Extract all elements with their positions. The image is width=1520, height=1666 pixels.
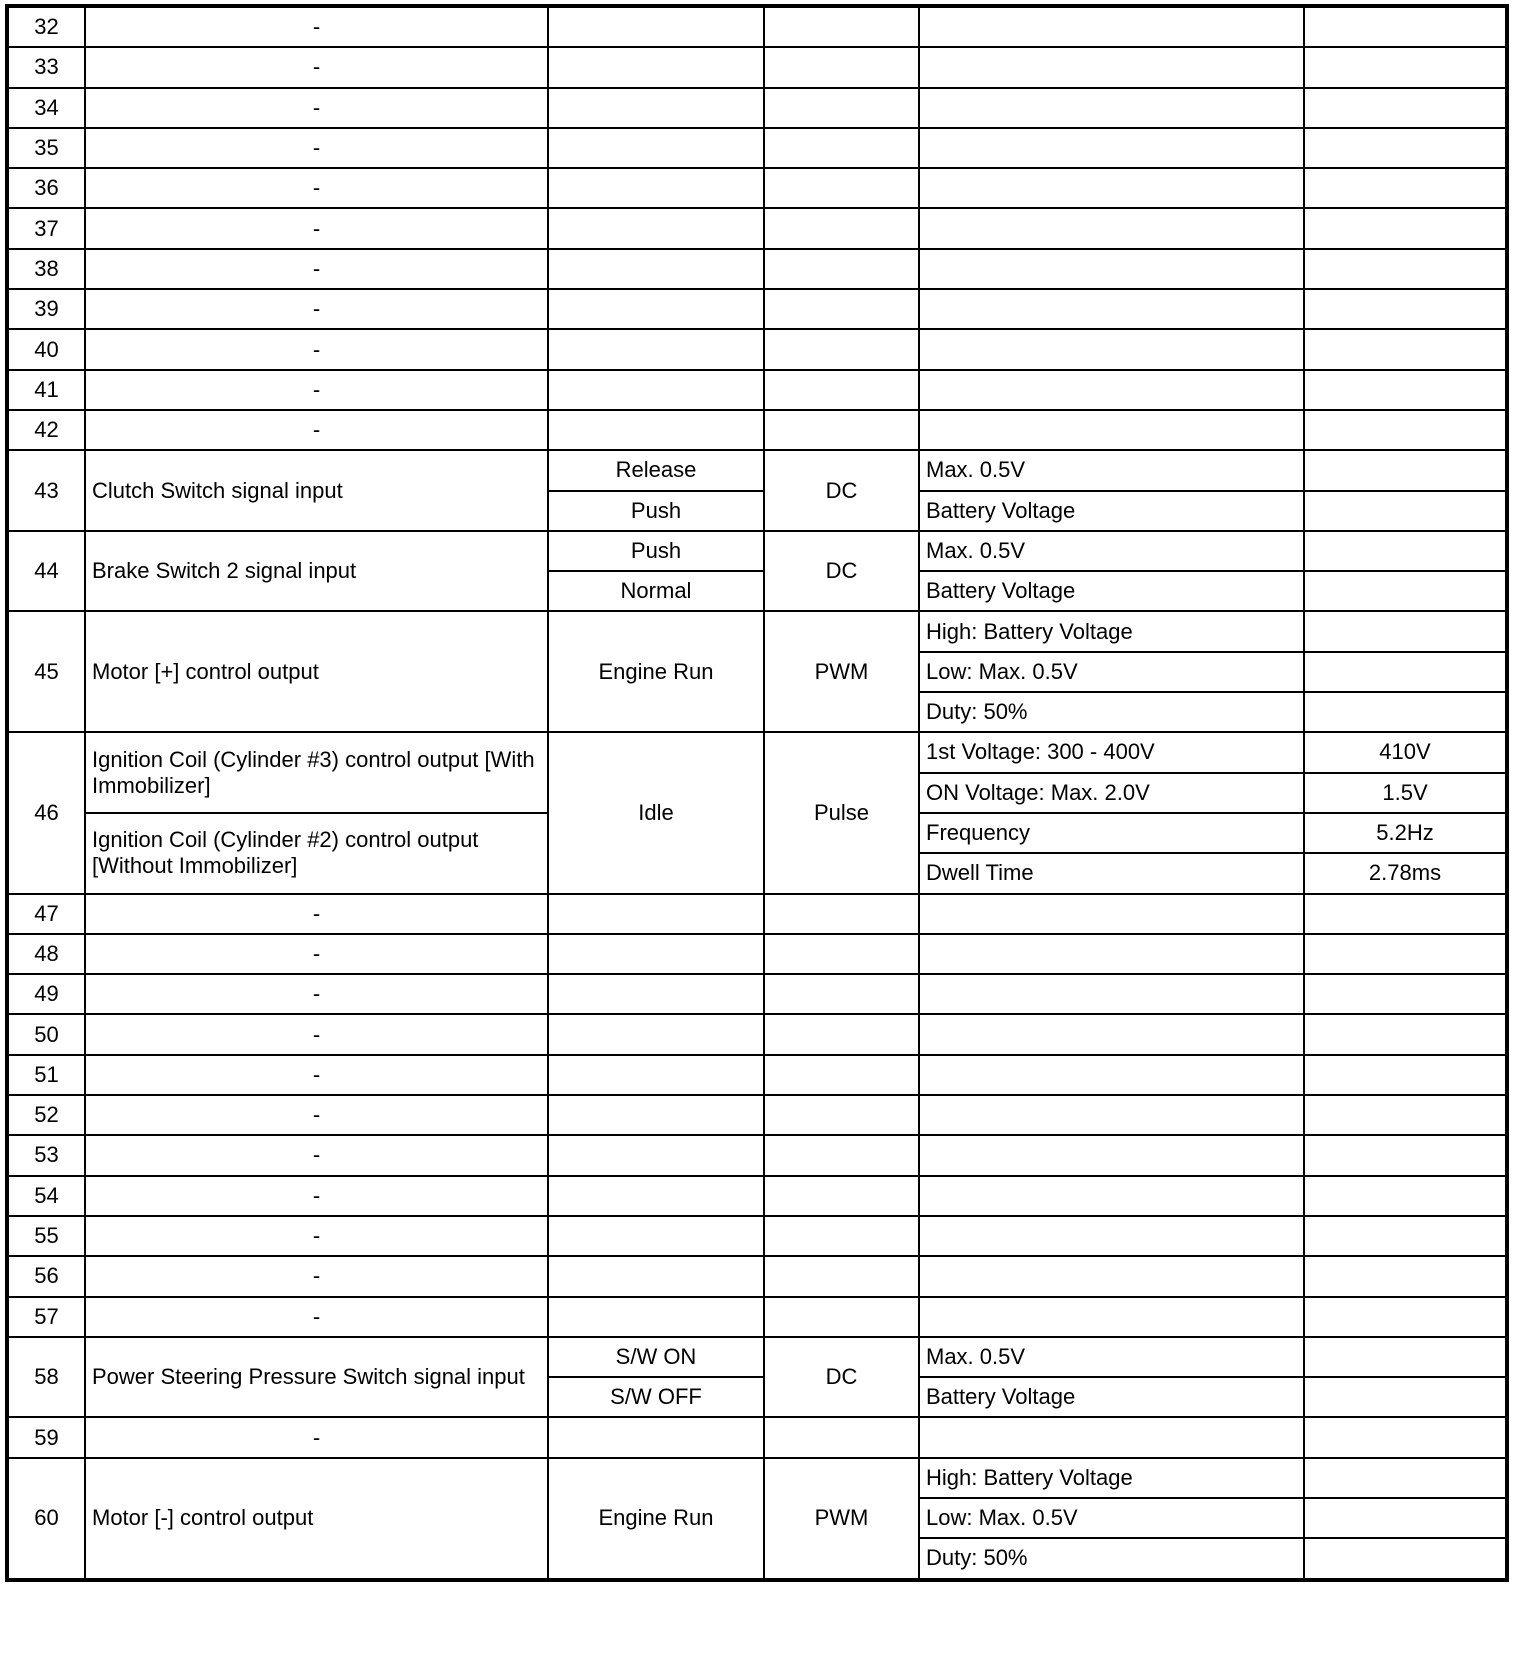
signal-type — [764, 1014, 919, 1054]
pin-number: 44 — [7, 531, 85, 612]
pin-description: - — [85, 249, 548, 289]
pin-number: 32 — [7, 6, 85, 47]
pin-number: 34 — [7, 88, 85, 128]
condition — [548, 1417, 764, 1457]
table-row — [7, 531, 1507, 571]
measured-value — [1304, 168, 1507, 208]
condition: S/W ON — [548, 1337, 764, 1377]
pin-description: - — [85, 128, 548, 168]
pin-description: - — [85, 6, 548, 47]
condition — [548, 934, 764, 974]
condition — [548, 208, 764, 248]
pin-description: - — [85, 289, 548, 329]
spec-value — [919, 1256, 1304, 1296]
signal-type — [764, 1135, 919, 1175]
pin-description: Motor [+] control output — [85, 611, 548, 732]
condition: Engine Run — [548, 611, 764, 732]
condition: S/W OFF — [548, 1377, 764, 1417]
spec-value — [919, 6, 1304, 47]
pin-description: - — [85, 1135, 548, 1175]
table-row — [7, 450, 1507, 490]
spec-value: 1st Voltage: 300 - 400V — [919, 732, 1304, 772]
table-row — [7, 1337, 1507, 1377]
table-row — [7, 329, 1507, 369]
signal-type — [764, 208, 919, 248]
table-row — [7, 1458, 1507, 1498]
pin-number: 54 — [7, 1176, 85, 1216]
condition — [548, 329, 764, 369]
signal-type — [764, 6, 919, 47]
condition — [548, 1297, 764, 1337]
pin-number: 59 — [7, 1417, 85, 1457]
pin-description: - — [85, 1297, 548, 1337]
measured-value — [1304, 491, 1507, 531]
condition: Idle — [548, 732, 764, 893]
pin-number: 50 — [7, 1014, 85, 1054]
pin-description: Brake Switch 2 signal input — [85, 531, 548, 612]
measured-value — [1304, 128, 1507, 168]
pin-description: - — [85, 934, 548, 974]
measured-value — [1304, 652, 1507, 692]
measured-value — [1304, 934, 1507, 974]
signal-type: DC — [764, 450, 919, 531]
pin-number: 60 — [7, 1458, 85, 1580]
table-row — [7, 47, 1507, 87]
table-row — [7, 88, 1507, 128]
pin-description: - — [85, 974, 548, 1014]
signal-type: PWM — [764, 1458, 919, 1580]
pin-description: Ignition Coil (Cylinder #3) control output [With Immobilizer] — [85, 732, 548, 813]
measured-value — [1304, 47, 1507, 87]
signal-type — [764, 894, 919, 934]
pin-description: - — [85, 88, 548, 128]
condition: Engine Run — [548, 1458, 764, 1580]
condition — [548, 1176, 764, 1216]
spec-value — [919, 1297, 1304, 1337]
signal-type — [764, 1055, 919, 1095]
signal-type — [764, 329, 919, 369]
pin-number: 51 — [7, 1055, 85, 1095]
pin-number: 55 — [7, 1216, 85, 1256]
measured-value — [1304, 894, 1507, 934]
spec-value: Low: Max. 0.5V — [919, 1498, 1304, 1538]
pin-description: - — [85, 1256, 548, 1296]
signal-type — [764, 1417, 919, 1457]
pin-description: Clutch Switch signal input — [85, 450, 548, 531]
measured-value — [1304, 1337, 1507, 1377]
measured-value — [1304, 531, 1507, 571]
pin-description: - — [85, 168, 548, 208]
measured-value — [1304, 1377, 1507, 1417]
signal-type: Pulse — [764, 732, 919, 893]
measured-value — [1304, 571, 1507, 611]
measured-value — [1304, 611, 1507, 651]
measured-value — [1304, 1055, 1507, 1095]
spec-value — [919, 208, 1304, 248]
signal-type — [764, 1297, 919, 1337]
signal-type — [764, 1095, 919, 1135]
pin-number: 40 — [7, 329, 85, 369]
spec-value: Duty: 50% — [919, 1538, 1304, 1579]
condition — [548, 1014, 764, 1054]
condition: Push — [548, 491, 764, 531]
pin-description: - — [85, 329, 548, 369]
condition — [548, 894, 764, 934]
signal-type: DC — [764, 1337, 919, 1418]
pin-description: Power Steering Pressure Switch signal input — [85, 1337, 548, 1418]
table-row — [7, 249, 1507, 289]
condition: Normal — [548, 571, 764, 611]
spec-value — [919, 1135, 1304, 1175]
pin-number: 57 — [7, 1297, 85, 1337]
signal-type — [764, 410, 919, 450]
condition — [548, 974, 764, 1014]
signal-type — [764, 128, 919, 168]
spec-value — [919, 1216, 1304, 1256]
spec-value: High: Battery Voltage — [919, 611, 1304, 651]
table-row — [7, 894, 1507, 934]
measured-value — [1304, 1135, 1507, 1175]
spec-value: Low: Max. 0.5V — [919, 652, 1304, 692]
table-row — [7, 410, 1507, 450]
spec-value: Battery Voltage — [919, 1377, 1304, 1417]
pin-number: 38 — [7, 249, 85, 289]
measured-value — [1304, 1498, 1507, 1538]
pin-description: - — [85, 410, 548, 450]
pin-description: Ignition Coil (Cylinder #2) control output [Without Immobilizer] — [85, 813, 548, 894]
measured-value — [1304, 410, 1507, 450]
spec-value: Duty: 50% — [919, 692, 1304, 732]
pin-number: 41 — [7, 370, 85, 410]
pin-number: 42 — [7, 410, 85, 450]
pin-description: - — [85, 1055, 548, 1095]
pin-number: 56 — [7, 1256, 85, 1296]
signal-type — [764, 1176, 919, 1216]
spec-value: Frequency — [919, 813, 1304, 853]
measured-value — [1304, 1417, 1507, 1457]
spec-value: Battery Voltage — [919, 571, 1304, 611]
measured-value — [1304, 1216, 1507, 1256]
table-row — [7, 732, 1507, 772]
spec-value: Max. 0.5V — [919, 450, 1304, 490]
signal-type — [764, 370, 919, 410]
condition — [548, 88, 764, 128]
measured-value — [1304, 1458, 1507, 1498]
signal-type — [764, 88, 919, 128]
pin-description: - — [85, 1014, 548, 1054]
pin-description: - — [85, 208, 548, 248]
table-row — [7, 1417, 1507, 1457]
measured-value — [1304, 1256, 1507, 1296]
measured-value — [1304, 692, 1507, 732]
signal-type: DC — [764, 531, 919, 612]
measured-value — [1304, 249, 1507, 289]
signal-type — [764, 974, 919, 1014]
measured-value — [1304, 88, 1507, 128]
condition — [548, 128, 764, 168]
table-row — [7, 1176, 1507, 1216]
signal-type — [764, 249, 919, 289]
pin-number: 53 — [7, 1135, 85, 1175]
table-row — [7, 934, 1507, 974]
measured-value — [1304, 370, 1507, 410]
signal-type — [764, 47, 919, 87]
condition — [548, 47, 764, 87]
spec-value — [919, 894, 1304, 934]
measured-value — [1304, 450, 1507, 490]
table-row — [7, 208, 1507, 248]
signal-type — [764, 289, 919, 329]
table-row — [7, 168, 1507, 208]
measured-value: 5.2Hz — [1304, 813, 1507, 853]
spec-value — [919, 47, 1304, 87]
measured-value — [1304, 1176, 1507, 1216]
spec-value — [919, 88, 1304, 128]
pin-number: 58 — [7, 1337, 85, 1418]
pin-number: 39 — [7, 289, 85, 329]
spec-value — [919, 1417, 1304, 1457]
spec-value — [919, 1055, 1304, 1095]
table-row — [7, 1095, 1507, 1135]
spec-value — [919, 370, 1304, 410]
pin-description: - — [85, 1216, 548, 1256]
condition — [548, 1256, 764, 1296]
measured-value — [1304, 974, 1507, 1014]
condition — [548, 1216, 764, 1256]
pin-number: 49 — [7, 974, 85, 1014]
pin-number: 45 — [7, 611, 85, 732]
measured-value — [1304, 6, 1507, 47]
pin-number: 33 — [7, 47, 85, 87]
condition — [548, 6, 764, 47]
measured-value — [1304, 1095, 1507, 1135]
pin-number: 52 — [7, 1095, 85, 1135]
pin-number: 36 — [7, 168, 85, 208]
spec-value — [919, 1014, 1304, 1054]
condition: Push — [548, 531, 764, 571]
spec-value — [919, 128, 1304, 168]
pin-number: 47 — [7, 894, 85, 934]
pin-number: 46 — [7, 732, 85, 893]
pin-number: 35 — [7, 128, 85, 168]
spec-value: ON Voltage: Max. 2.0V — [919, 773, 1304, 813]
table-row — [7, 1216, 1507, 1256]
condition — [548, 1055, 764, 1095]
condition — [548, 249, 764, 289]
spec-value — [919, 168, 1304, 208]
condition — [548, 1095, 764, 1135]
measured-value: 1.5V — [1304, 773, 1507, 813]
pin-description: - — [85, 370, 548, 410]
table-row — [7, 1256, 1507, 1296]
condition — [548, 168, 764, 208]
signal-type: PWM — [764, 611, 919, 732]
pin-description: - — [85, 1417, 548, 1457]
measured-value — [1304, 329, 1507, 369]
table-row — [7, 1055, 1507, 1095]
table-row — [7, 611, 1507, 651]
signal-type — [764, 168, 919, 208]
measured-value — [1304, 1014, 1507, 1054]
pin-number: 48 — [7, 934, 85, 974]
spec-value — [919, 1095, 1304, 1135]
spec-value — [919, 974, 1304, 1014]
condition: Release — [548, 450, 764, 490]
measured-value: 2.78ms — [1304, 853, 1507, 893]
pin-spec-table — [5, 4, 1509, 1582]
spec-value — [919, 410, 1304, 450]
pin-description: Motor [-] control output — [85, 1458, 548, 1580]
table-row — [7, 1297, 1507, 1337]
condition — [548, 410, 764, 450]
measured-value — [1304, 1297, 1507, 1337]
signal-type — [764, 1256, 919, 1296]
spec-value — [919, 289, 1304, 329]
pin-number: 37 — [7, 208, 85, 248]
table-row — [7, 128, 1507, 168]
signal-type — [764, 1216, 919, 1256]
spec-value — [919, 249, 1304, 289]
table-row — [7, 6, 1507, 47]
table-row — [7, 289, 1507, 329]
spec-value: Max. 0.5V — [919, 531, 1304, 571]
spec-value — [919, 329, 1304, 369]
measured-value: 410V — [1304, 732, 1507, 772]
pin-description: - — [85, 1176, 548, 1216]
spec-value — [919, 1176, 1304, 1216]
table-row — [7, 1135, 1507, 1175]
signal-type — [764, 934, 919, 974]
pin-number: 43 — [7, 450, 85, 531]
measured-value — [1304, 289, 1507, 329]
pin-description: - — [85, 47, 548, 87]
condition — [548, 1135, 764, 1175]
condition — [548, 370, 764, 410]
measured-value — [1304, 208, 1507, 248]
spec-value — [919, 934, 1304, 974]
spec-value: Battery Voltage — [919, 491, 1304, 531]
pin-description: - — [85, 1095, 548, 1135]
pin-description: - — [85, 894, 548, 934]
table-row — [7, 974, 1507, 1014]
spec-value: High: Battery Voltage — [919, 1458, 1304, 1498]
measured-value — [1304, 1538, 1507, 1579]
spec-value: Dwell Time — [919, 853, 1304, 893]
spec-value: Max. 0.5V — [919, 1337, 1304, 1377]
table-row — [7, 1014, 1507, 1054]
condition — [548, 289, 764, 329]
table-row — [7, 370, 1507, 410]
